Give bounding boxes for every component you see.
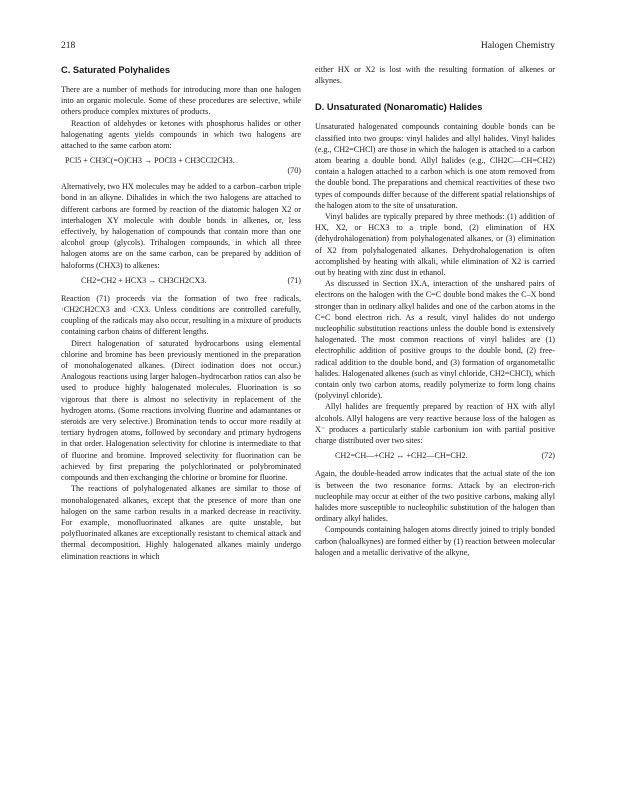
paragraph: Reaction of aldehydes or ketones with phosphorus halides or other halogenating agents yields compounds in which two halogens are attached to the same carbon atom: (61, 118, 301, 151)
paragraph: Compounds containing halogen atoms directly joined to triply bonded carbon (haloalkynes) are formed either by (1) reaction between molecular halogen and a metallic derivative of the alkyne, (315, 525, 555, 557)
right-column (315, 64, 555, 558)
equation-number: (72) (541, 451, 555, 461)
paragraph: either HX or X2 is lost with the resulting formation of alkenes or alkynes. (315, 65, 555, 86)
paragraph: Allyl halides are frequently prepared by reaction of HX with allyl alcohols. Allyl halogens are very reactive because loss of the halogen as X⁻ produces a particularly stable carbonium ion with partial positive charge distributed over two sites: (315, 402, 555, 446)
page-number: 218 (61, 41, 76, 51)
equation-formula: CH2=CH2 + HCX3 → CH3CH2CX3. (81, 275, 207, 285)
equation-formula: PCl5 + CH3C(=O)CH3 → POCl3 + CH3CCl2CH3. (65, 156, 235, 166)
paragraph: There are a number of methods for introducing more than one halogen into an organic molecule. Some of these procedures are selective, while others produce complex mixtures of products. (61, 85, 301, 117)
paragraph: As discussed in Section IX.A, interaction of the unshared pairs of electrons on the halogen with the C=C double bond makes the C–X bond stronger than in ordinary alkyl halides and one of the carbon atoms in the C=C bond electron rich. As a result, vinyl halides do not undergo nucleophilic substitution reactions unless the double bond is extensively halogenated. The most common reactions of vinyl halides are (1) electrophilic addition of positive groups to the double bond, (2) free-radical addition to the double bond, and (3) formation of organometallic halides. Halogenated alkenes (such as vinyl chloride, CH2=CHCl), which contain only two carbon atoms, readily polymerize to form long chains (polyvinyl chloride). (315, 279, 555, 401)
equation-70 (61, 151, 301, 181)
equation-number: (71) (287, 275, 301, 285)
page-header (61, 41, 555, 55)
paragraph: Alternatively, two HX molecules may be added to a carbon–carbon triple bond in an alkyne. Dihalides in which the two halogens are attached to different carbons are formed by reaction of the diatomic halogen X2 or interhalogen XY molecule with double bonds in alkenes, or, less effectively, by halogenation of compounds that contain more than one alcohol group (glycols). Trihalogen compounds, in which all three halogen atoms are on the same carbon, can be prepared by addition of haloforms (CHX3) to alkenes: (61, 182, 301, 270)
running-title: Halogen Chemistry (480, 41, 555, 51)
paragraph: Reaction (71) proceeds via the formation of two free radicals, ·CH2CH2CX3 and ·CX3. Unless conditions are controlled carefully, coupling of the radicals may also occur, resulting in a mixture of products containing carbon chains of different lengths. (61, 293, 301, 337)
equation-formula: CH2=CH—+CH2 ↔ +CH2—CH=CH2. (335, 451, 468, 461)
section-heading-unsaturated-halides: D. Unsaturated (Nonaromatic) Halides (315, 102, 483, 113)
paragraph: Direct halogenation of saturated hydrocarbons using elemental chlorine and bromine has been previously mentioned in the preparation of monohalogenated alkanes. (Direct iodination does not occur.) Analogous reactions using larger halogen–hydrocarbon ratios can also be used to produce highly halogenated molecules. Fluorination is so vigorous that there is almost no selectivity in replacement of the hydrogen atoms. (Some reactions involving fluorine and adamantanes or steroids are very selective.) Bromination tends to occur more readily at tertiary hydrogen atoms, followed by secondary and primary hydrogens in that order. Halogenation selectivity for chlorine is intermediate to that of fluorine and bromine. Improved selectivity for fluorination can be achieved by first preparing the polychlorinated or polybrominated compounds and then exchanging the chlorine or bromine for fluorine. (61, 338, 301, 483)
left-column (61, 64, 301, 562)
paragraph: The reactions of polyhalogenated alkanes are similar to those of monohalogenated alkanes, except that the presence of more than one halogen on the same carbon results in a marked decrease in reactivity. For example, monofluorinated alkanes are quite unstable, but polyfluorinated alkanes are exceptionally resistant to chemical attack and thermal decomposition. Highly halogenated alkanes mainly undergo elimination reactions in which (61, 484, 301, 561)
equation-71 (61, 271, 301, 293)
paragraph: Unsaturated halogenated compounds containing double bonds can be classified into two groups: vinyl halides and allyl halides. Vinyl halides (e.g., CH2=CHCl) are those in which the halogen is attached to a carbon atom bearing a double bond. Allyl halides (e.g., ClH2C—CH=CH2) contain a halogen attached to a carbon which is one atom removed from the double bond. The preparations and chemical reactivities of these two types of compounds differ because of the different spatial relationships of the halogen atom to the site of unsaturation. (315, 122, 555, 210)
paragraph: Vinyl halides are typically prepared by three methods: (1) addition of HX, X2, or HCX3 to a triple bond, (2) elimination of HX (dehydrohalogenation) from polyhalogenated alkanes, or (3) elimination of X2 from polyhalogenated alkanes. Dehydrohalogenation is often accomplished by heating with alkali, while elimination of X2 is carried out by heating with zinc dust in ethanol. (315, 212, 555, 278)
equation-72 (315, 446, 555, 468)
equation-number: (70) (287, 166, 301, 176)
paragraph: Again, the double-headed arrow indicates that the actual state of the ion is between the two resonance forms. Attack by an electron-rich nucleophile may occur at either of the two positive carbons, making allyl halides more susceptible to nucleophilic substitution of the halogen than ordinary alkyl halides. (315, 469, 555, 524)
section-heading-saturated-polyhalides: C. Saturated Polyhalides (61, 65, 171, 75)
